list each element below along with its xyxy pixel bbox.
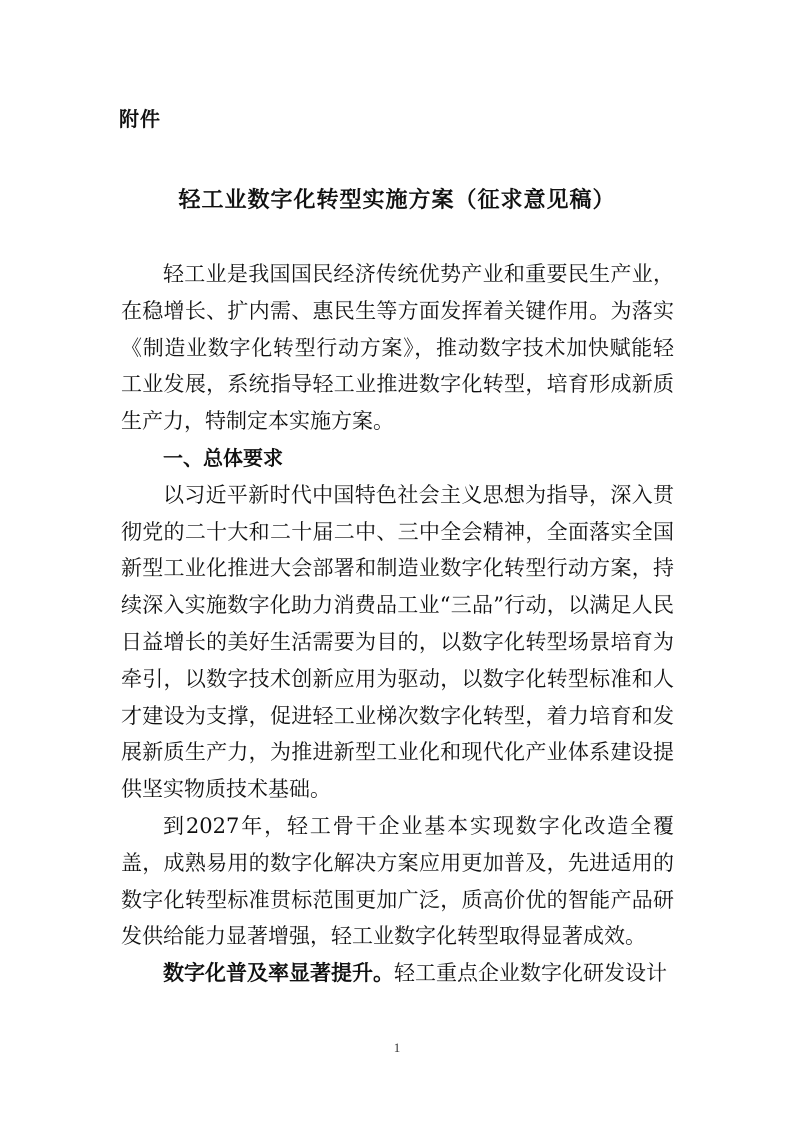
penetration-paragraph — [121, 955, 674, 992]
attachment-label: 附件 — [119, 107, 161, 131]
section-heading-general-requirements: 一、总体要求 — [163, 445, 283, 470]
intro-paragraph: 轻工业是我国国民经济传统优势产业和重要民生产业，在稳增长、扩内需、惠民生等方面发挥着关键作用。为落实《制造业数字化转型行动方案》，推动数字技术加快赋能轻工业发展，系统指导轻工业推进数字化转型，培育形成新质生产力，特制定本实施方案。 — [121, 262, 674, 434]
document-title: 轻工业数字化转型实施方案（征求意见稿） — [178, 188, 616, 213]
penetration-lead: 数字化普及率显著提升。 — [163, 961, 394, 986]
goal-2027-paragraph: 到2027年，轻工骨干企业基本实现数字化改造全覆盖，成熟易用的数字化解决方案应用更加普及，先进适用的数字化转型标准贯标范围更加广泛，质高价优的智能产品研发供给能力显著增强，轻工业数字化转型取得显著成效。 — [121, 813, 674, 949]
document-body — [121, 256, 674, 992]
page-number: 1 — [393, 1040, 401, 1055]
penetration-text: 轻工重点企业数字化研发设计 — [394, 961, 667, 986]
guideline-paragraph: 以习近平新时代中国特色社会主义思想为指导，深入贯彻党的二十大和二十届二中、三中全会精神，全面落实全国新型工业化推进大会部署和制造业数字化转型行动方案，持续深入实施数字化助力消费品工业“三品”行动，以满足人民日益增长的美好生活需要为目的，以数字化转型场景培育为牵引，以数字技术创新应用为驱动，以数字化转型标准和人才建设为支撑，促进轻工业梯次数字化转型，着力培育和发展新质生产力，为推进新型工业化和现代化产业体系建设提供坚实物质技术基础。 — [121, 482, 674, 802]
